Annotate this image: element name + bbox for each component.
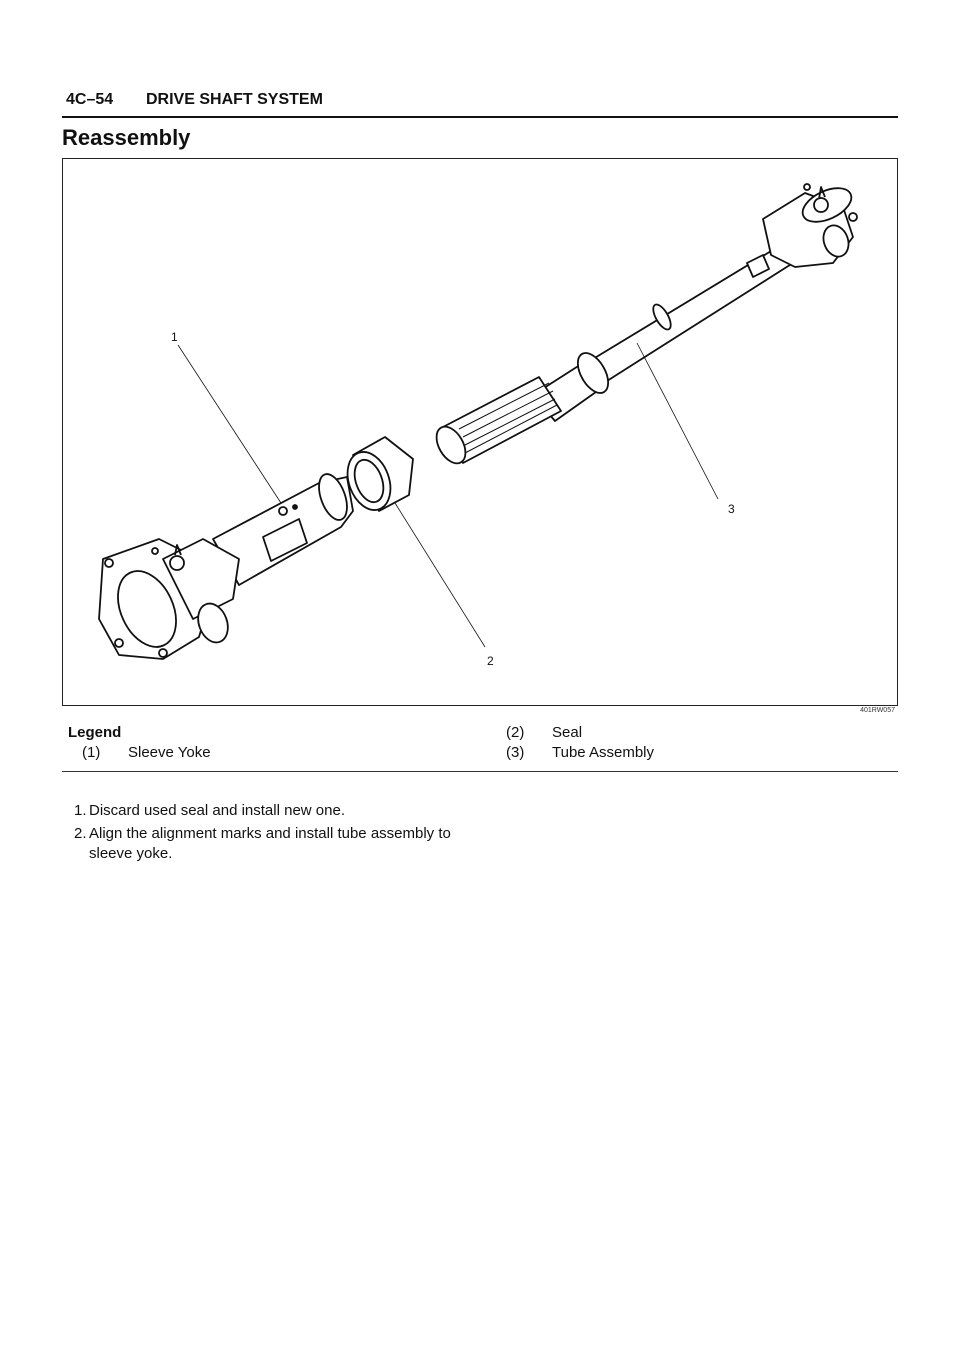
figure-id: 401RW057	[860, 707, 895, 714]
callout-2: 2	[487, 654, 494, 668]
legend-item-seal	[506, 724, 582, 741]
step-text: Discard used seal and install new one.	[89, 802, 345, 819]
page-title: Reassembly	[62, 125, 191, 150]
leader-1	[178, 345, 281, 503]
legend-num: (3)	[506, 744, 525, 761]
legend-label: Sleeve Yoke	[128, 744, 211, 761]
callout-3: 3	[728, 502, 735, 516]
legend-num: (1)	[82, 744, 101, 761]
legend-label: Seal	[552, 724, 583, 741]
section-title: DRIVE SHAFT SYSTEM	[146, 91, 323, 108]
legend-item-tube-assembly	[506, 744, 654, 761]
exploded-view-drawing	[63, 159, 897, 705]
legend-divider	[62, 771, 898, 772]
step-number: 2.	[74, 825, 87, 842]
leader-2	[395, 503, 485, 647]
callout-1: 1	[171, 330, 178, 344]
drive-shaft-illustration	[62, 158, 898, 714]
leader-3	[637, 343, 718, 499]
header-divider	[62, 116, 898, 118]
page-number: 4C–54	[66, 91, 114, 108]
step-number: 1.	[74, 802, 87, 819]
legend-item-sleeve-yoke	[82, 744, 211, 761]
legend-num: (2)	[506, 724, 525, 741]
legend-title: Legend	[68, 724, 122, 741]
step-text: Align the alignment marks and install tube assembly to sleeve yoke.	[89, 825, 451, 862]
legend-label: Tube Assembly	[552, 744, 654, 761]
